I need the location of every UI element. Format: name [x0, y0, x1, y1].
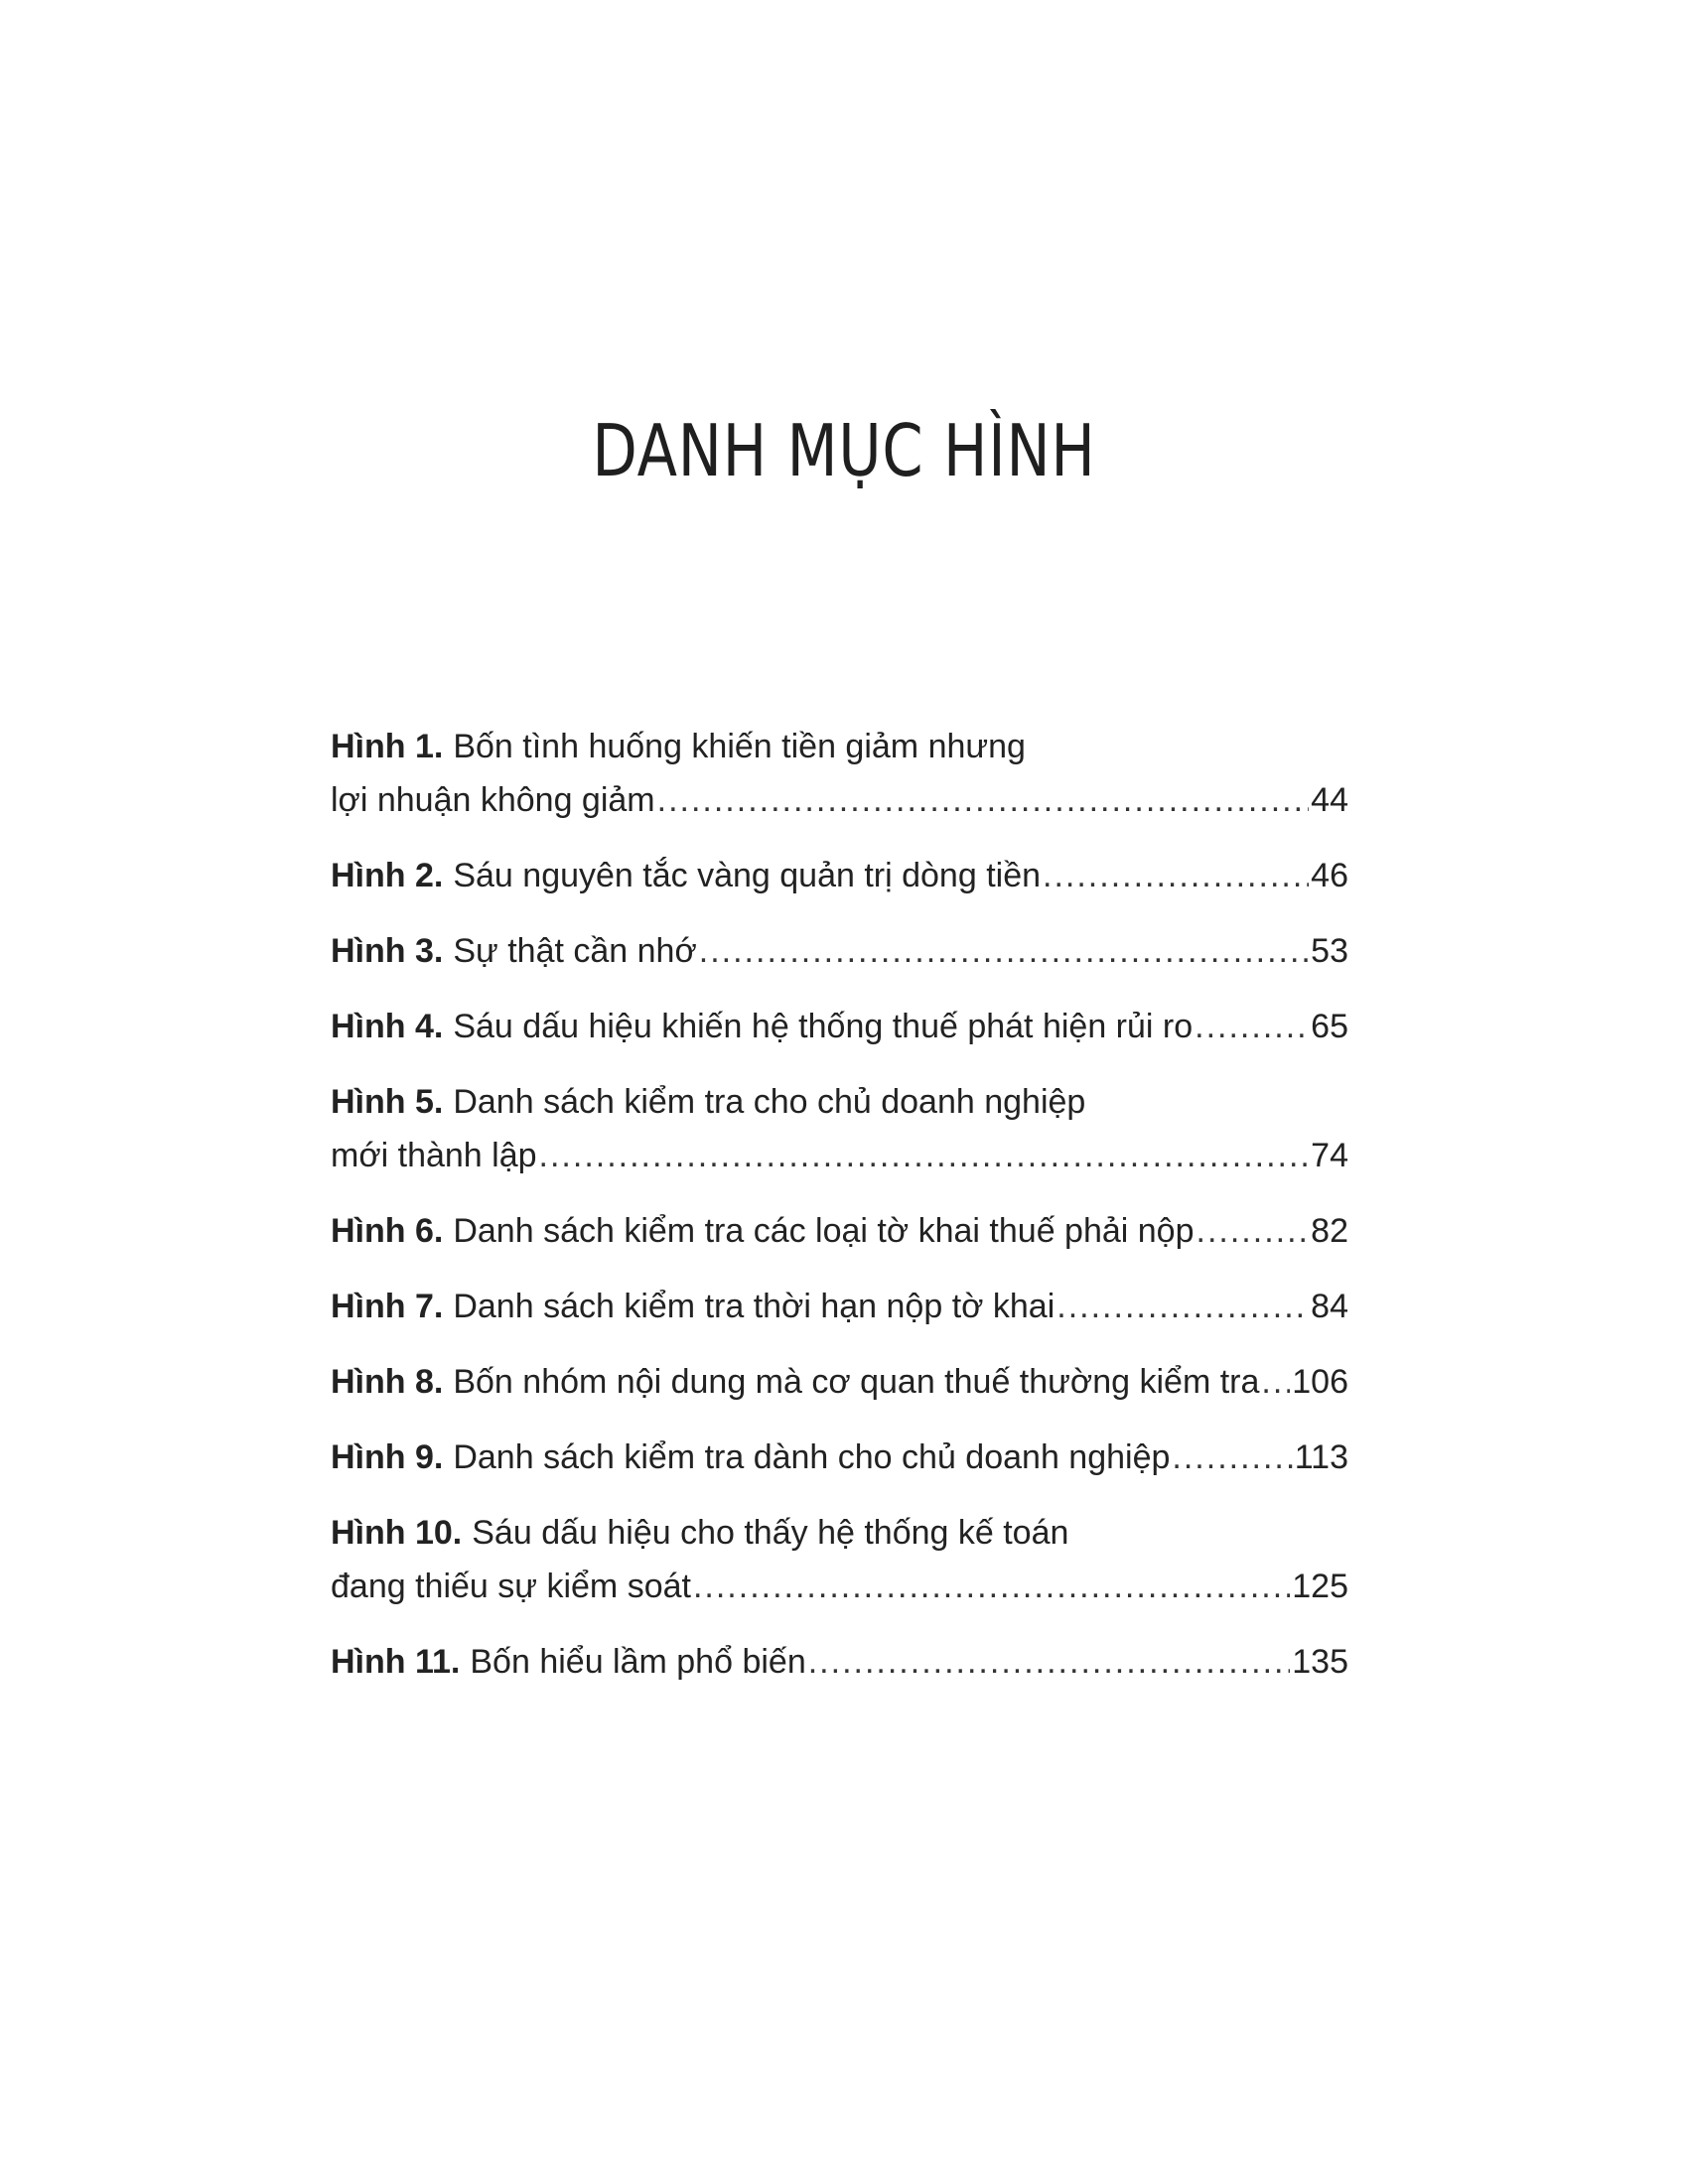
page-number: 135 — [1292, 1643, 1348, 1681]
figure-title: Bốn tình huống khiến tiền giảm nhưng — [453, 728, 1026, 765]
figure-label: Hình 10. — [331, 1514, 463, 1552]
figure-label: Hình 8. — [331, 1363, 444, 1401]
toc-entry-11[interactable] — [331, 1635, 1348, 1689]
page-number: 46 — [1311, 857, 1348, 894]
page-title: DANH MỤC HÌNH — [592, 409, 1096, 492]
toc-entry-8[interactable] — [331, 1355, 1348, 1409]
figure-title: Bốn nhóm nội dung mà cơ quan thuế thường kiểm tra — [453, 1363, 1260, 1401]
page-number: 74 — [1311, 1137, 1348, 1174]
page-number: 106 — [1292, 1363, 1348, 1401]
figure-title: Sáu nguyên tắc vàng quản trị dòng tiền — [453, 857, 1042, 894]
toc-entry-9[interactable] — [331, 1431, 1348, 1484]
toc-entry-3[interactable] — [331, 924, 1348, 978]
figure-label: Hình 5. — [331, 1083, 444, 1121]
figure-title: Danh sách kiểm tra thời hạn nộp tờ khai — [453, 1288, 1055, 1325]
figure-title: Sự thật cần nhớ — [453, 932, 697, 970]
page-number: 84 — [1311, 1288, 1348, 1325]
dot-leader — [1261, 1355, 1290, 1409]
figure-label: Hình 7. — [331, 1288, 444, 1325]
figure-title: Bốn hiểu lầm phổ biến — [470, 1643, 806, 1681]
figure-title-continued: lợi nhuận không giảm — [331, 781, 655, 819]
figure-title: Danh sách kiểm tra các loại tờ khai thuế phải nộp — [453, 1212, 1195, 1250]
figure-label: Hình 3. — [331, 932, 444, 970]
figure-title: Sáu dấu hiệu khiến hệ thống thuế phát hiện rủi ro — [453, 1008, 1194, 1045]
figure-title-continued: mới thành lập — [331, 1137, 537, 1174]
figure-title: Sáu dấu hiệu cho thấy hệ thống kế toán — [472, 1514, 1069, 1552]
dot-leader — [1196, 1204, 1310, 1258]
dot-leader — [693, 1560, 1290, 1613]
figure-title: Danh sách kiểm tra dành cho chủ doanh nghiệp — [453, 1438, 1171, 1476]
page-number: 113 — [1294, 1438, 1348, 1476]
page-number: 125 — [1292, 1568, 1348, 1605]
dot-leader — [1056, 1280, 1309, 1333]
figure-label: Hình 11. — [331, 1643, 461, 1681]
toc-entry-6[interactable] — [331, 1204, 1348, 1258]
toc-entry-1[interactable] — [331, 720, 1348, 827]
figure-list — [331, 720, 1348, 1710]
figure-label: Hình 4. — [331, 1008, 444, 1045]
figure-label: Hình 6. — [331, 1212, 444, 1250]
figure-label: Hình 1. — [331, 728, 444, 765]
dot-leader — [539, 1129, 1310, 1182]
page-number: 65 — [1311, 1008, 1348, 1045]
figure-title: Danh sách kiểm tra cho chủ doanh nghiệp — [453, 1083, 1086, 1121]
dot-leader — [1172, 1431, 1292, 1484]
page-number: 44 — [1311, 781, 1348, 819]
dot-leader — [1043, 849, 1309, 902]
figure-label: Hình 9. — [331, 1438, 444, 1476]
toc-entry-4[interactable] — [331, 1000, 1348, 1053]
toc-entry-5[interactable] — [331, 1075, 1348, 1182]
figure-label: Hình 2. — [331, 857, 444, 894]
dot-leader — [699, 924, 1309, 978]
toc-entry-2[interactable] — [331, 849, 1348, 902]
page-number: 82 — [1311, 1212, 1348, 1250]
dot-leader — [657, 773, 1310, 827]
figure-title-continued: đang thiếu sự kiểm soát — [331, 1568, 691, 1605]
toc-entry-10[interactable] — [331, 1506, 1348, 1613]
dot-leader — [1195, 1000, 1309, 1053]
toc-entry-7[interactable] — [331, 1280, 1348, 1333]
page-number: 53 — [1311, 932, 1348, 970]
dot-leader — [808, 1635, 1291, 1689]
